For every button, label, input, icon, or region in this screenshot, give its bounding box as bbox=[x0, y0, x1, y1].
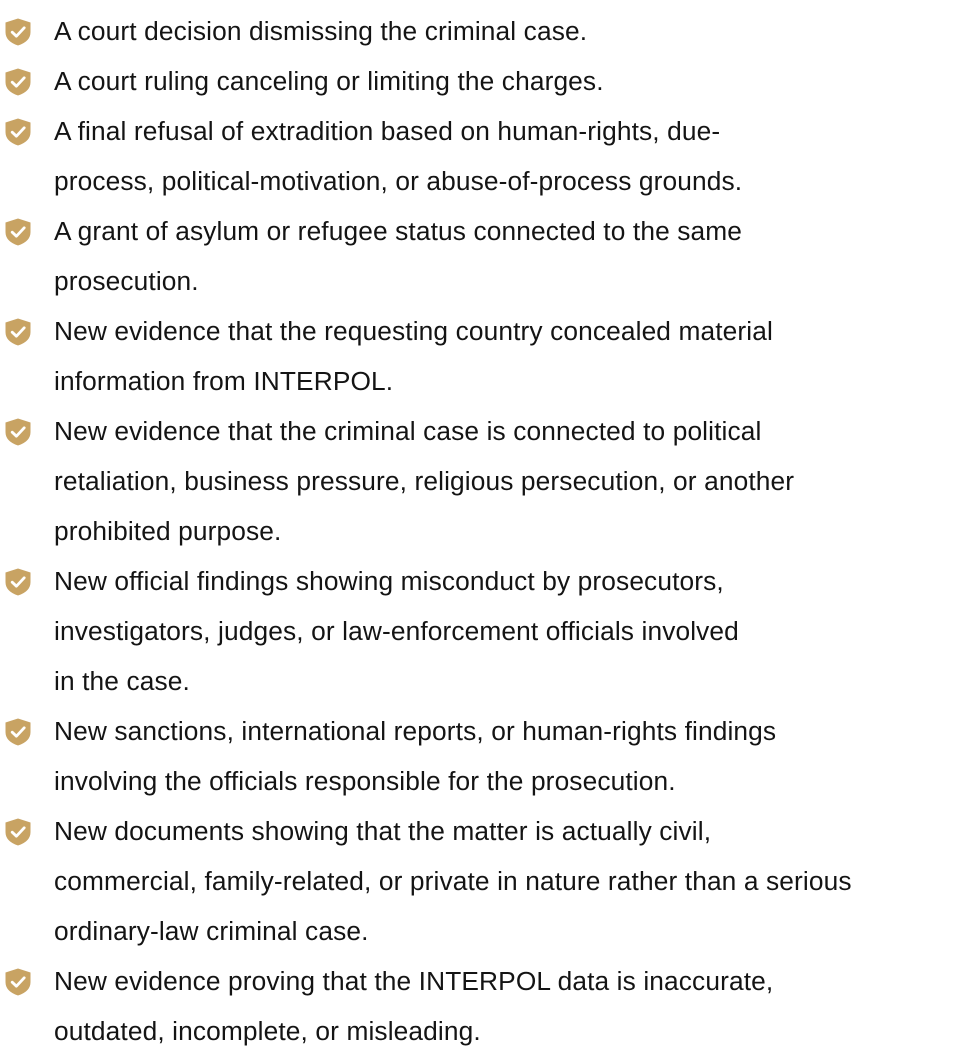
list-item bbox=[0, 6, 973, 56]
list-item bbox=[0, 306, 973, 406]
list-item bbox=[0, 956, 973, 1056]
shield-check-icon bbox=[3, 117, 33, 147]
list-item-text: New evidence that the requesting country concealed material information from INTERPOL. bbox=[54, 316, 773, 396]
list-item bbox=[0, 706, 973, 806]
shield-check-icon bbox=[3, 17, 33, 47]
shield-check-icon bbox=[3, 567, 33, 597]
list-item-text: A final refusal of extradition based on human-rights, due- process, political-motivation, or abuse-of-process grounds. bbox=[54, 116, 743, 196]
list-item-text: A court ruling canceling or limiting the charges. bbox=[54, 66, 604, 96]
list-item bbox=[0, 406, 973, 556]
shield-check-icon bbox=[3, 317, 33, 347]
shield-check-icon bbox=[3, 717, 33, 747]
list-item-text: New official findings showing misconduct by prosecutors, investigators, judges, or law-enforcement officials involved in the case. bbox=[54, 566, 739, 696]
list-item bbox=[0, 206, 973, 306]
list-item-text: New evidence that the criminal case is connected to political retaliation, business pressure, religious persecution, or another prohibited purpose. bbox=[54, 416, 795, 546]
list-item-text: A grant of asylum or refugee status connected to the same prosecution. bbox=[54, 216, 743, 296]
shield-check-icon bbox=[3, 817, 33, 847]
shield-check-icon bbox=[3, 967, 33, 997]
list-item-text: New evidence proving that the INTERPOL data is inaccurate, outdated, incomplete, or misleading. bbox=[54, 966, 774, 1046]
list-item-text: A court decision dismissing the criminal case. bbox=[54, 16, 588, 46]
shield-check-icon bbox=[3, 67, 33, 97]
shield-check-icon bbox=[3, 217, 33, 247]
list-item bbox=[0, 56, 973, 106]
list-item bbox=[0, 556, 973, 706]
list-item bbox=[0, 106, 973, 206]
list-item-text: New sanctions, international reports, or human-rights findings involving the officials responsible for the prosecution. bbox=[54, 716, 777, 796]
shield-check-icon bbox=[3, 417, 33, 447]
list-item bbox=[0, 806, 973, 956]
list-item-text: New documents showing that the matter is actually civil, commercial, family-related, or private in nature rather than a serious ordinary-law criminal case. bbox=[54, 816, 852, 946]
